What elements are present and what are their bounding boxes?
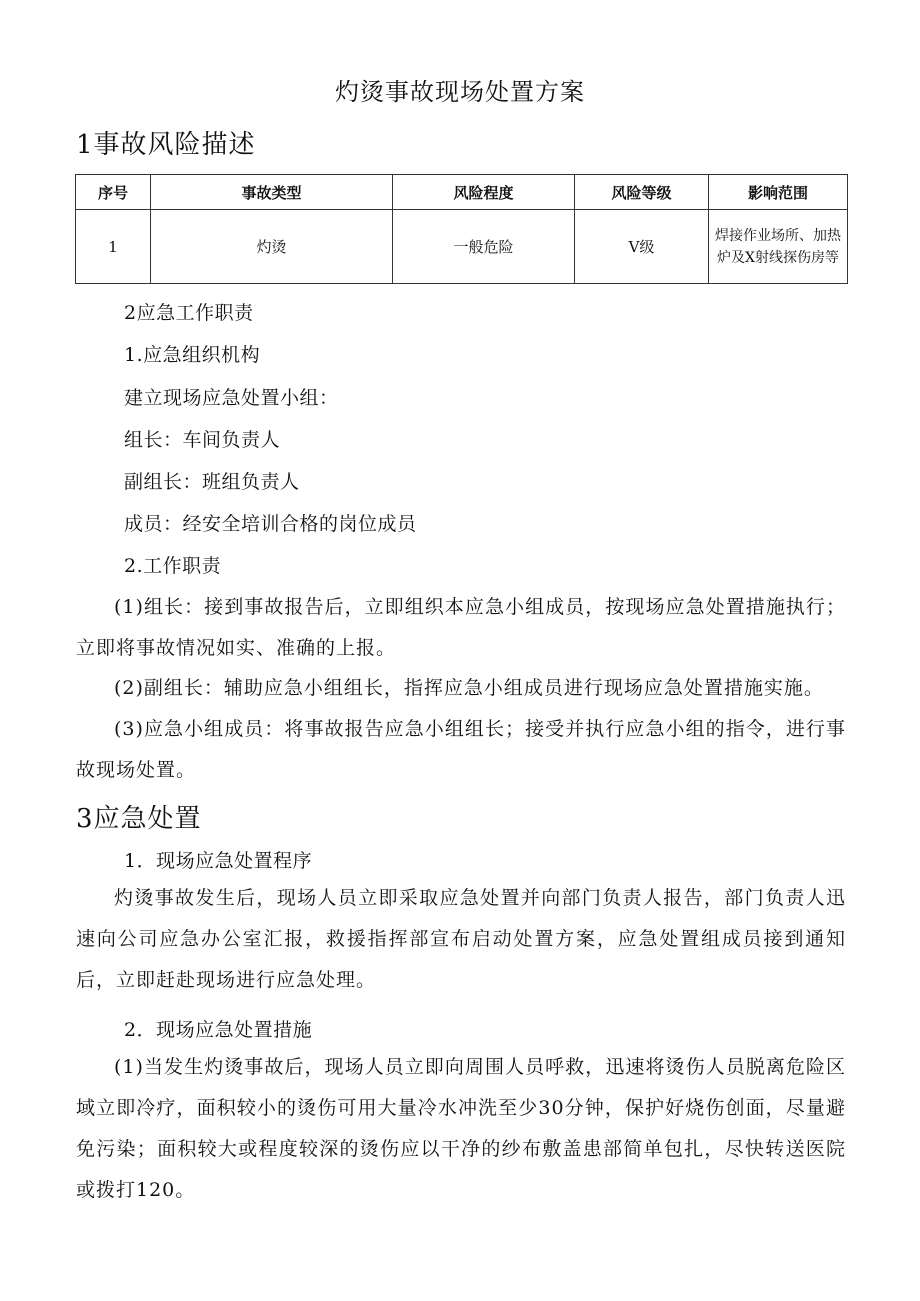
duty-deputy-paragraph: (2)副组长：辅助应急小组组长，指挥应急小组成员进行现场应急处置措施实施。 bbox=[114, 677, 824, 699]
section-3-heading: 3应急处置 bbox=[76, 804, 202, 834]
org-setup-text: 建立现场应急处置小组： bbox=[124, 387, 339, 409]
section-1-heading: 1事故风险描述 bbox=[76, 130, 256, 160]
risk-table bbox=[75, 174, 848, 284]
cell-degree: 一般危险 bbox=[393, 210, 575, 284]
cell-scope: 焊接作业场所、加热炉及X射线探伤房等 bbox=[709, 210, 848, 284]
duty-members-paragraph: (3)应急小组成员：将事故报告应急小组组长；接受并执行应急小组的指令，进行事故现场处置。 bbox=[76, 718, 846, 781]
leader-text: 组长：车间负责人 bbox=[124, 429, 281, 451]
org-subheading: 1.应急组织机构 bbox=[124, 344, 261, 366]
procedure-subheading: 1．现场应急处置程序 bbox=[124, 850, 313, 872]
header-type: 事故类型 bbox=[151, 175, 393, 210]
deputy-text: 副组长：班组负责人 bbox=[124, 471, 300, 493]
header-level: 风险等级 bbox=[575, 175, 709, 210]
members-text: 成员：经安全培训合格的岗位成员 bbox=[124, 513, 417, 535]
table-row bbox=[76, 210, 848, 284]
duties-subheading: 2.工作职责 bbox=[124, 555, 222, 577]
cell-type: 灼烫 bbox=[151, 210, 393, 284]
table-header-row bbox=[76, 175, 848, 210]
section-2-heading: 2应急工作职责 bbox=[124, 302, 254, 324]
header-scope: 影响范围 bbox=[709, 175, 848, 210]
header-no: 序号 bbox=[76, 175, 151, 210]
cell-no: 1 bbox=[76, 210, 151, 284]
header-degree: 风险程度 bbox=[393, 175, 575, 210]
cell-level: V级 bbox=[575, 210, 709, 284]
procedure-paragraph: 灼烫事故发生后，现场人员立即采取应急处置并向部门负责人报告，部门负责人迅速向公司应急办公室汇报，救援指挥部宣布启动处置方案，应急处置组成员接到通知后，立即赶赴现场进行应急处理。 bbox=[76, 887, 846, 991]
document-title: 灼烫事故现场处置方案 bbox=[335, 78, 585, 106]
measure-1-paragraph: (1)当发生灼烫事故后，现场人员立即向周围人员呼救，迅速将烫伤人员脱离危险区域立即冷疗，面积较小的烫伤可用大量冷水冲洗至少30分钟，保护好烧伤创面，尽量避免污染；面积较大或程度较深的烫伤应以干净的纱布敷盖患部简单包扎，尽快转送医院或拨打120。 bbox=[76, 1056, 846, 1201]
measures-subheading: 2．现场应急处置措施 bbox=[124, 1019, 313, 1041]
duty-leader-paragraph: (1)组长：接到事故报告后，立即组织本应急小组成员，按现场应急处置措施执行；立即将事故情况如实、准确的上报。 bbox=[76, 596, 846, 659]
